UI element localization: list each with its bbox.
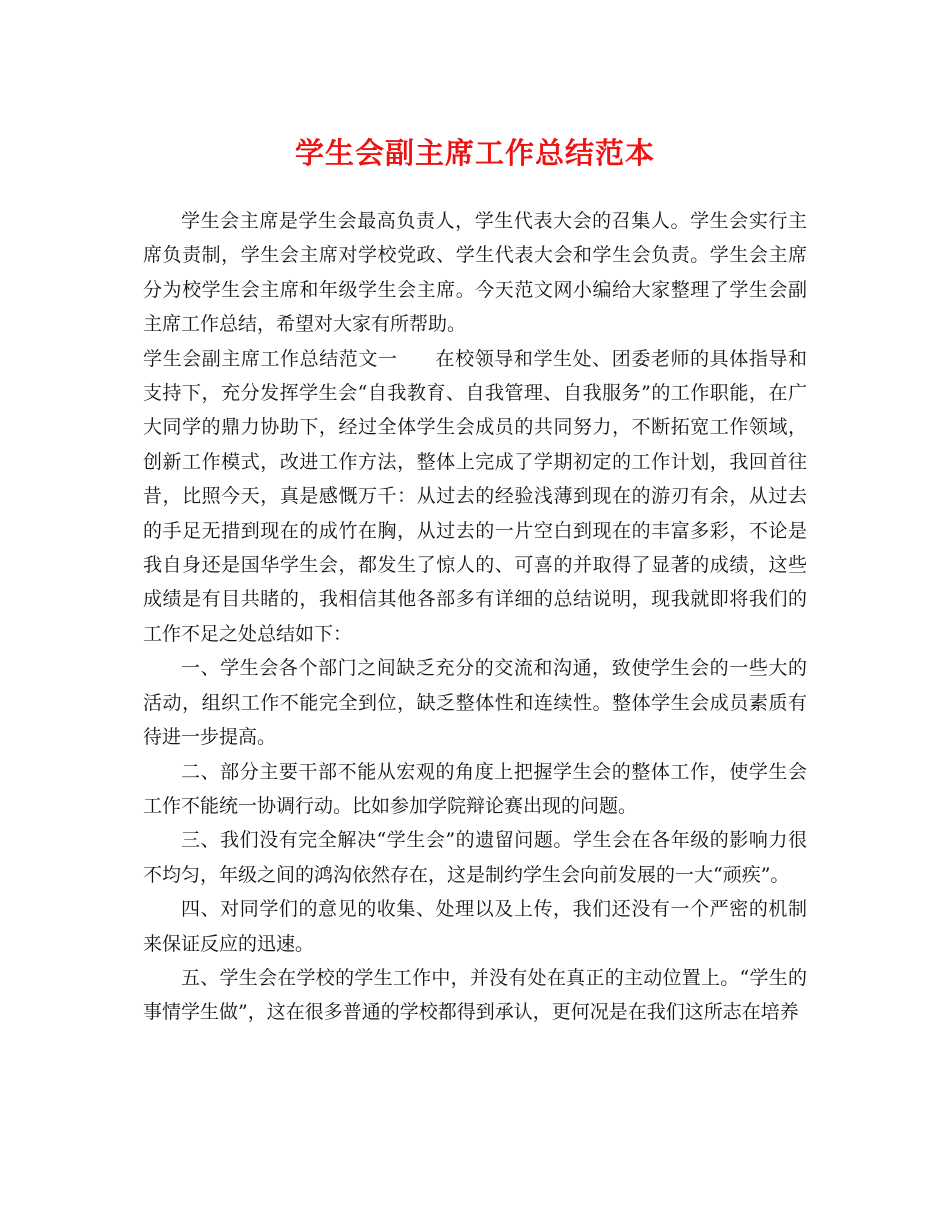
- point-five: 五、学生会在学校的学生工作中，并没有处在真正的主动位置上。“学生的事情学生做”，这在很多普通的学校都得到承认，更何况是在我们这所志在培养: [143, 966, 807, 1024]
- document-body: [143, 204, 807, 1030]
- intro-paragraph: 学生会主席是学生会最高负责人，学生代表大会的召集人。学生会实行主席负责制，学生会主席对学校党政、学生代表大会和学生会负责。学生会主席分为校学生会主席和年级学生会主席。今天范文网小编给大家整理了学生会副主席工作总结，希望对大家有所帮助。: [143, 210, 807, 336]
- section-one-paragraph: [143, 342, 807, 652]
- point-one: 一、学生会各个部门之间缺乏充分的交流和沟通，致使学生会的一些大的活动，组织工作不能完全到位，缺乏整体性和连续性。整体学生会成员素质有待进一步提高。: [143, 657, 807, 749]
- section-one-heading: 学生会副主席工作总结范文一: [143, 347, 398, 370]
- point-three: 三、我们没有完全解决“学生会”的遗留问题。学生会在各年级的影响力很不均匀，年级之间的鸿沟依然存在，这是制约学生会向前发展的一大“顽疾”。: [143, 829, 807, 886]
- document-title: 学生会副主席工作总结范本: [294, 136, 655, 170]
- point-two: 二、部分主要干部不能从宏观的角度上把握学生会的整体工作，使学生会工作不能统一协调行动。比如参加学院辩论赛出现的问题。: [143, 760, 807, 817]
- section-one-text: 在校领导和学生处、团委老师的具体指导和支持下，充分发挥学生会“自我教育、自我管理、自我服务”的工作职能，在广大同学的鼎力协助下，经过全体学生会成员的共同努力，不断拓宽工作领域，创新工作模式，改进工作方法，整体上完成了学期初定的工作计划，我回首往昔，比照今天，真是感慨万千：从过去的经验浅薄到现在的游刃有余，从过去的手足无措到现在的成竹在胸，从过去的一片空白到现在的丰富多彩，不论是我自身还是国华学生会，都发生了惊人的、可喜的并取得了显著的成绩，这些成绩是有目共睹的，我相信其他各部多有详细的总结说明，现我就即将我们的工作不足之处总结如下：: [143, 347, 807, 645]
- point-four: 四、对同学们的意见的收集、处理以及上传，我们还没有一个严密的机制来保证反应的迅速。: [143, 898, 807, 955]
